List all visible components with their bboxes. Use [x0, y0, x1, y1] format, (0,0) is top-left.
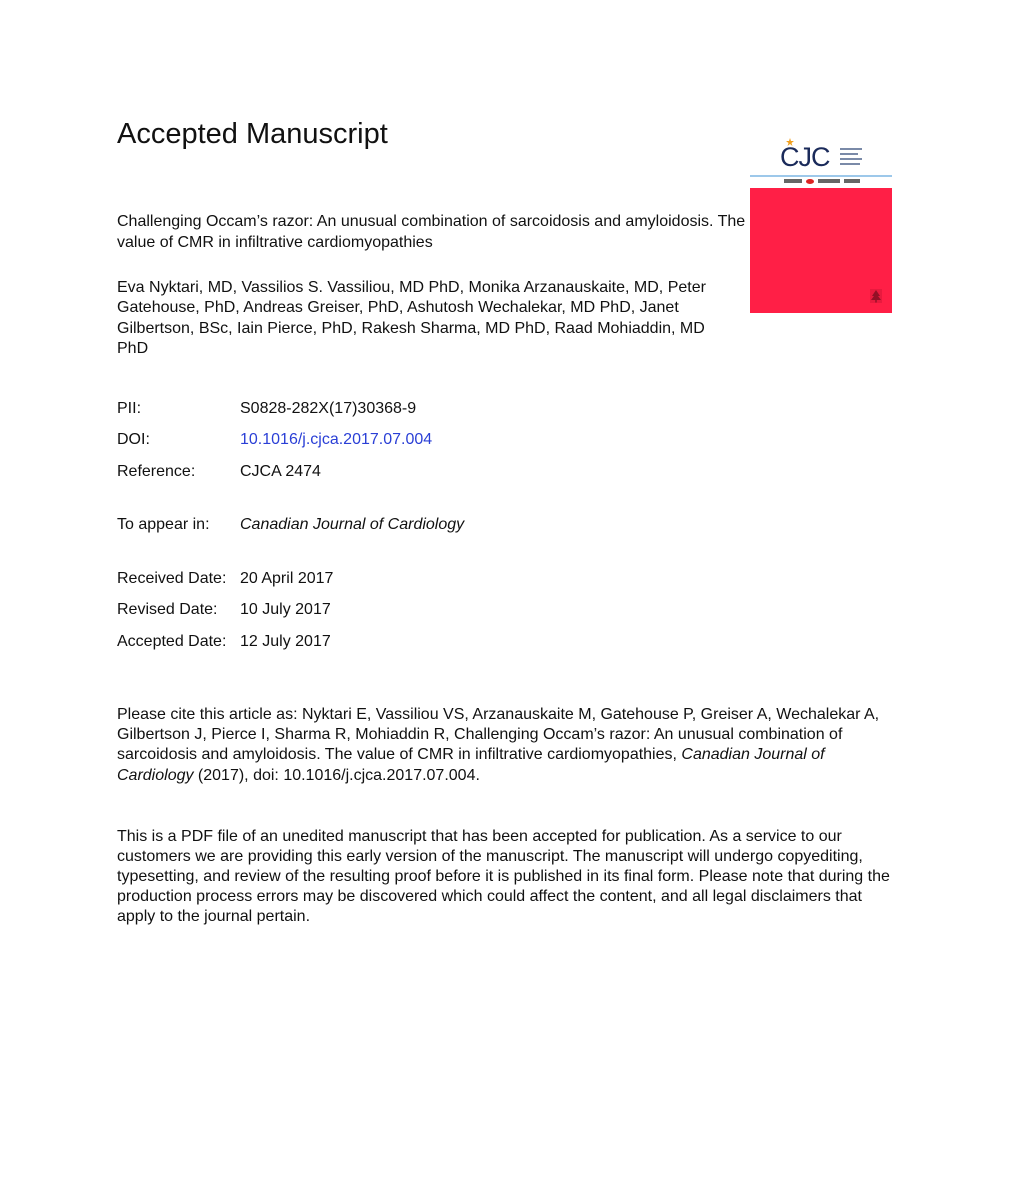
accepted-label: Accepted Date: — [117, 633, 227, 650]
citation-prefix: Please cite this article as: Nyktari E, Vassiliou VS, Arzanauskaite M, Gatehouse P, Greiser A, Wechalekar A, Gilbertson J, Pierce I, Sharma R, Mohiaddin R, Challenging Occam’s razor: An unusual combination of sarcoidosis and amyloidosis. The value of CMR in infiltrative cardiomyopathies, — [117, 706, 880, 764]
cover-divider — [750, 175, 892, 177]
cover-info-strip — [784, 179, 864, 185]
citation-journal: Canadian Journal of Cardiology — [117, 746, 825, 784]
doi-label: DOI: — [117, 431, 150, 448]
journal-cover-thumbnail — [750, 138, 892, 313]
pii-label: PII: — [117, 400, 142, 417]
cover-artwork — [750, 188, 892, 313]
reference-value: CJCA 2474 — [240, 463, 321, 480]
page-heading: Accepted Manuscript — [117, 118, 388, 150]
journal-logo: CJC — [780, 142, 830, 172]
cover-header — [750, 138, 892, 178]
reference-label: Reference: — [117, 463, 196, 480]
appear-label: To appear in: — [117, 516, 210, 533]
revised-value: 10 July 2017 — [240, 601, 331, 618]
article-title: Challenging Occam’s razor: An unusual combination of sarcoidosis and amyloidosis. The value of CMR in infiltrative cardiomyopathies — [117, 213, 746, 251]
doi-link[interactable]: 10.1016/j.cjca.2017.07.004 — [240, 431, 433, 448]
accepted-value: 12 July 2017 — [240, 633, 331, 650]
journal-name-lines — [840, 148, 862, 168]
journal-name: Canadian Journal of Cardiology — [240, 516, 465, 533]
revised-label: Revised Date: — [117, 601, 218, 618]
citation-paragraph — [117, 705, 887, 786]
publisher-tree-icon — [870, 289, 882, 303]
pii-value: S0828-282X(17)30368-9 — [240, 400, 417, 417]
received-label: Received Date: — [117, 570, 227, 587]
author-list: Eva Nyktari, MD, Vassilios S. Vassiliou, MD PhD, Monika Arzanauskaite, MD, Peter Gatehouse, PhD, Andreas Greiser, PhD, Ashutosh Wechalekar, MD PhD, Janet Gilbertson, BSc, Iain Pierce, PhD, Rakesh Sharma, MD PhD, Raad Mohiaddin, MD PhD — [117, 279, 706, 357]
received-value: 20 April 2017 — [240, 570, 334, 587]
citation-suffix: (2017), doi: 10.1016/j.cjca.2017.07.004. — [193, 766, 480, 784]
disclaimer-paragraph: This is a PDF file of an unedited manuscript that has been accepted for publication. As a service to our customers we are providing this early version of the manuscript. The manuscript will undergo copyediting, typesetting, and review of the resulting proof before it is published in its final form. Please note that during the production process errors may be discovered which could affect the content, and all legal disclaimers that apply to the journal pertain. — [117, 828, 890, 926]
